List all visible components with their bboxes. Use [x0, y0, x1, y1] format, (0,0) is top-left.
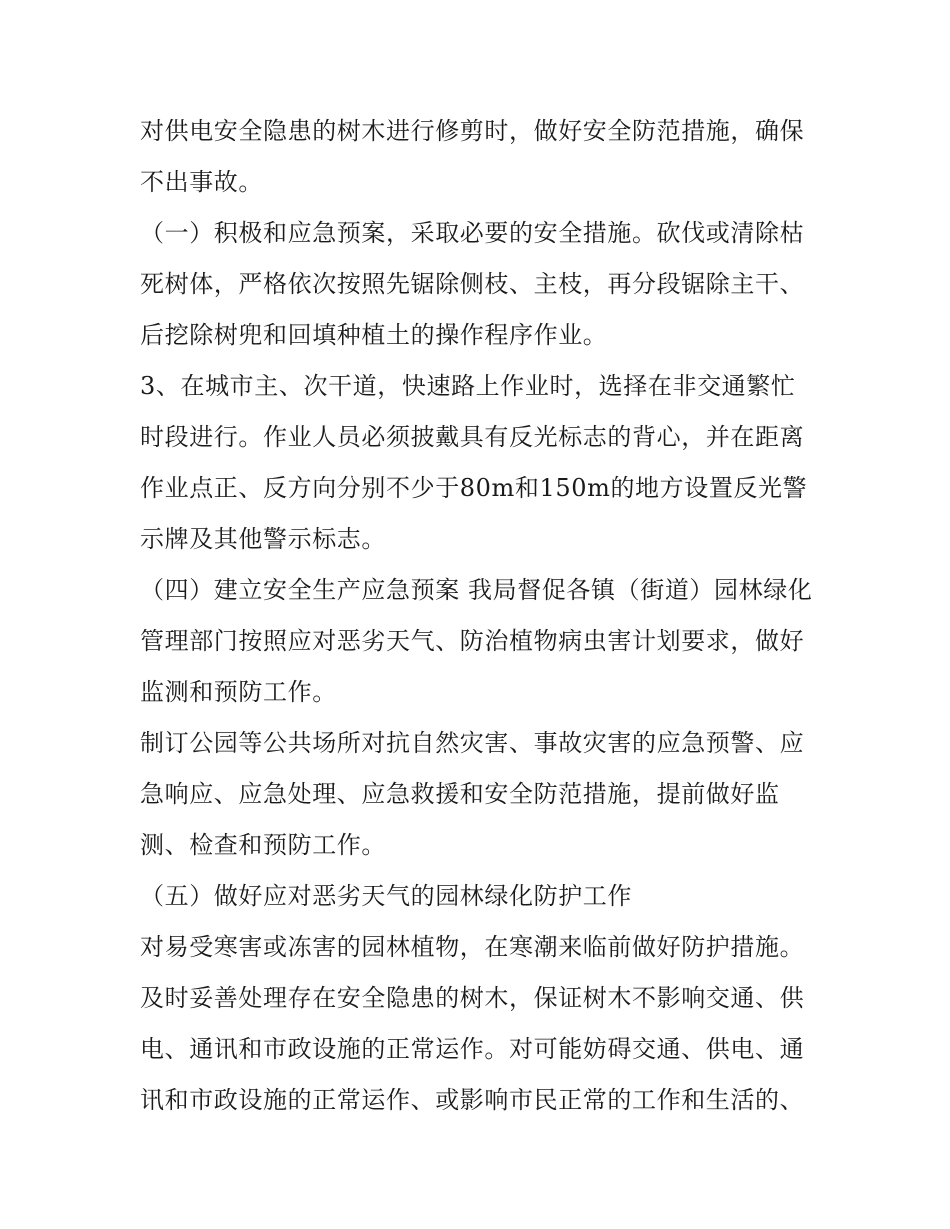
paragraph-section-one: （一）积极和应急预案，采取必要的安全措施。砍伐或清除枯死树体，严格依次按照先锯除侧枝、主枝，再分段锯除主干、后挖除树兜和回填种植土的操作程序作业。 — [140, 219, 805, 349]
paragraph-section-four: （四）建立安全生产应急预案 我局督促各镇（街道）园林绿化管理部门按照应对恶劣天气、防治植物病虫害计划要求，做好监测和预防工作。 — [140, 576, 813, 706]
document-body — [140, 106, 820, 1126]
paragraph-item-three: 3、在城市主、次干道，快速路上作业时，选择在非交通繁忙时段进行。作业人员必须披戴具有反光标志的背心，并在距离作业点正、反方向分别不少于80m和150m的地方设置反光警示牌及其他警示标志。 — [140, 372, 808, 553]
paragraph-cold-protection: 对易受寒害或冻害的园林植物，在寒潮来临前做好防护措施。及时妥善处理存在安全隐患的树木，保证树木不影响交通、供电、通讯和市政设施的正常运作。对可能妨碍交通、供电、通讯和市政设施的正常运作、或影响市民正常的工作和生活的、 — [140, 933, 805, 1114]
paragraph-public-places: 制订公园等公共场所对抗自然灾害、事故灾害的应急预警、应急响应、应急处理、应急救援和安全防范措施，提前做好监测、检查和预防工作。 — [140, 729, 805, 859]
paragraph-power-safety: 对供电安全隐患的树木进行修剪时，做好安全防范措施，确保不出事故。 — [140, 117, 805, 196]
paragraph-section-five: （五）做好应对恶劣天气的园林绿化防护工作 — [140, 882, 632, 910]
